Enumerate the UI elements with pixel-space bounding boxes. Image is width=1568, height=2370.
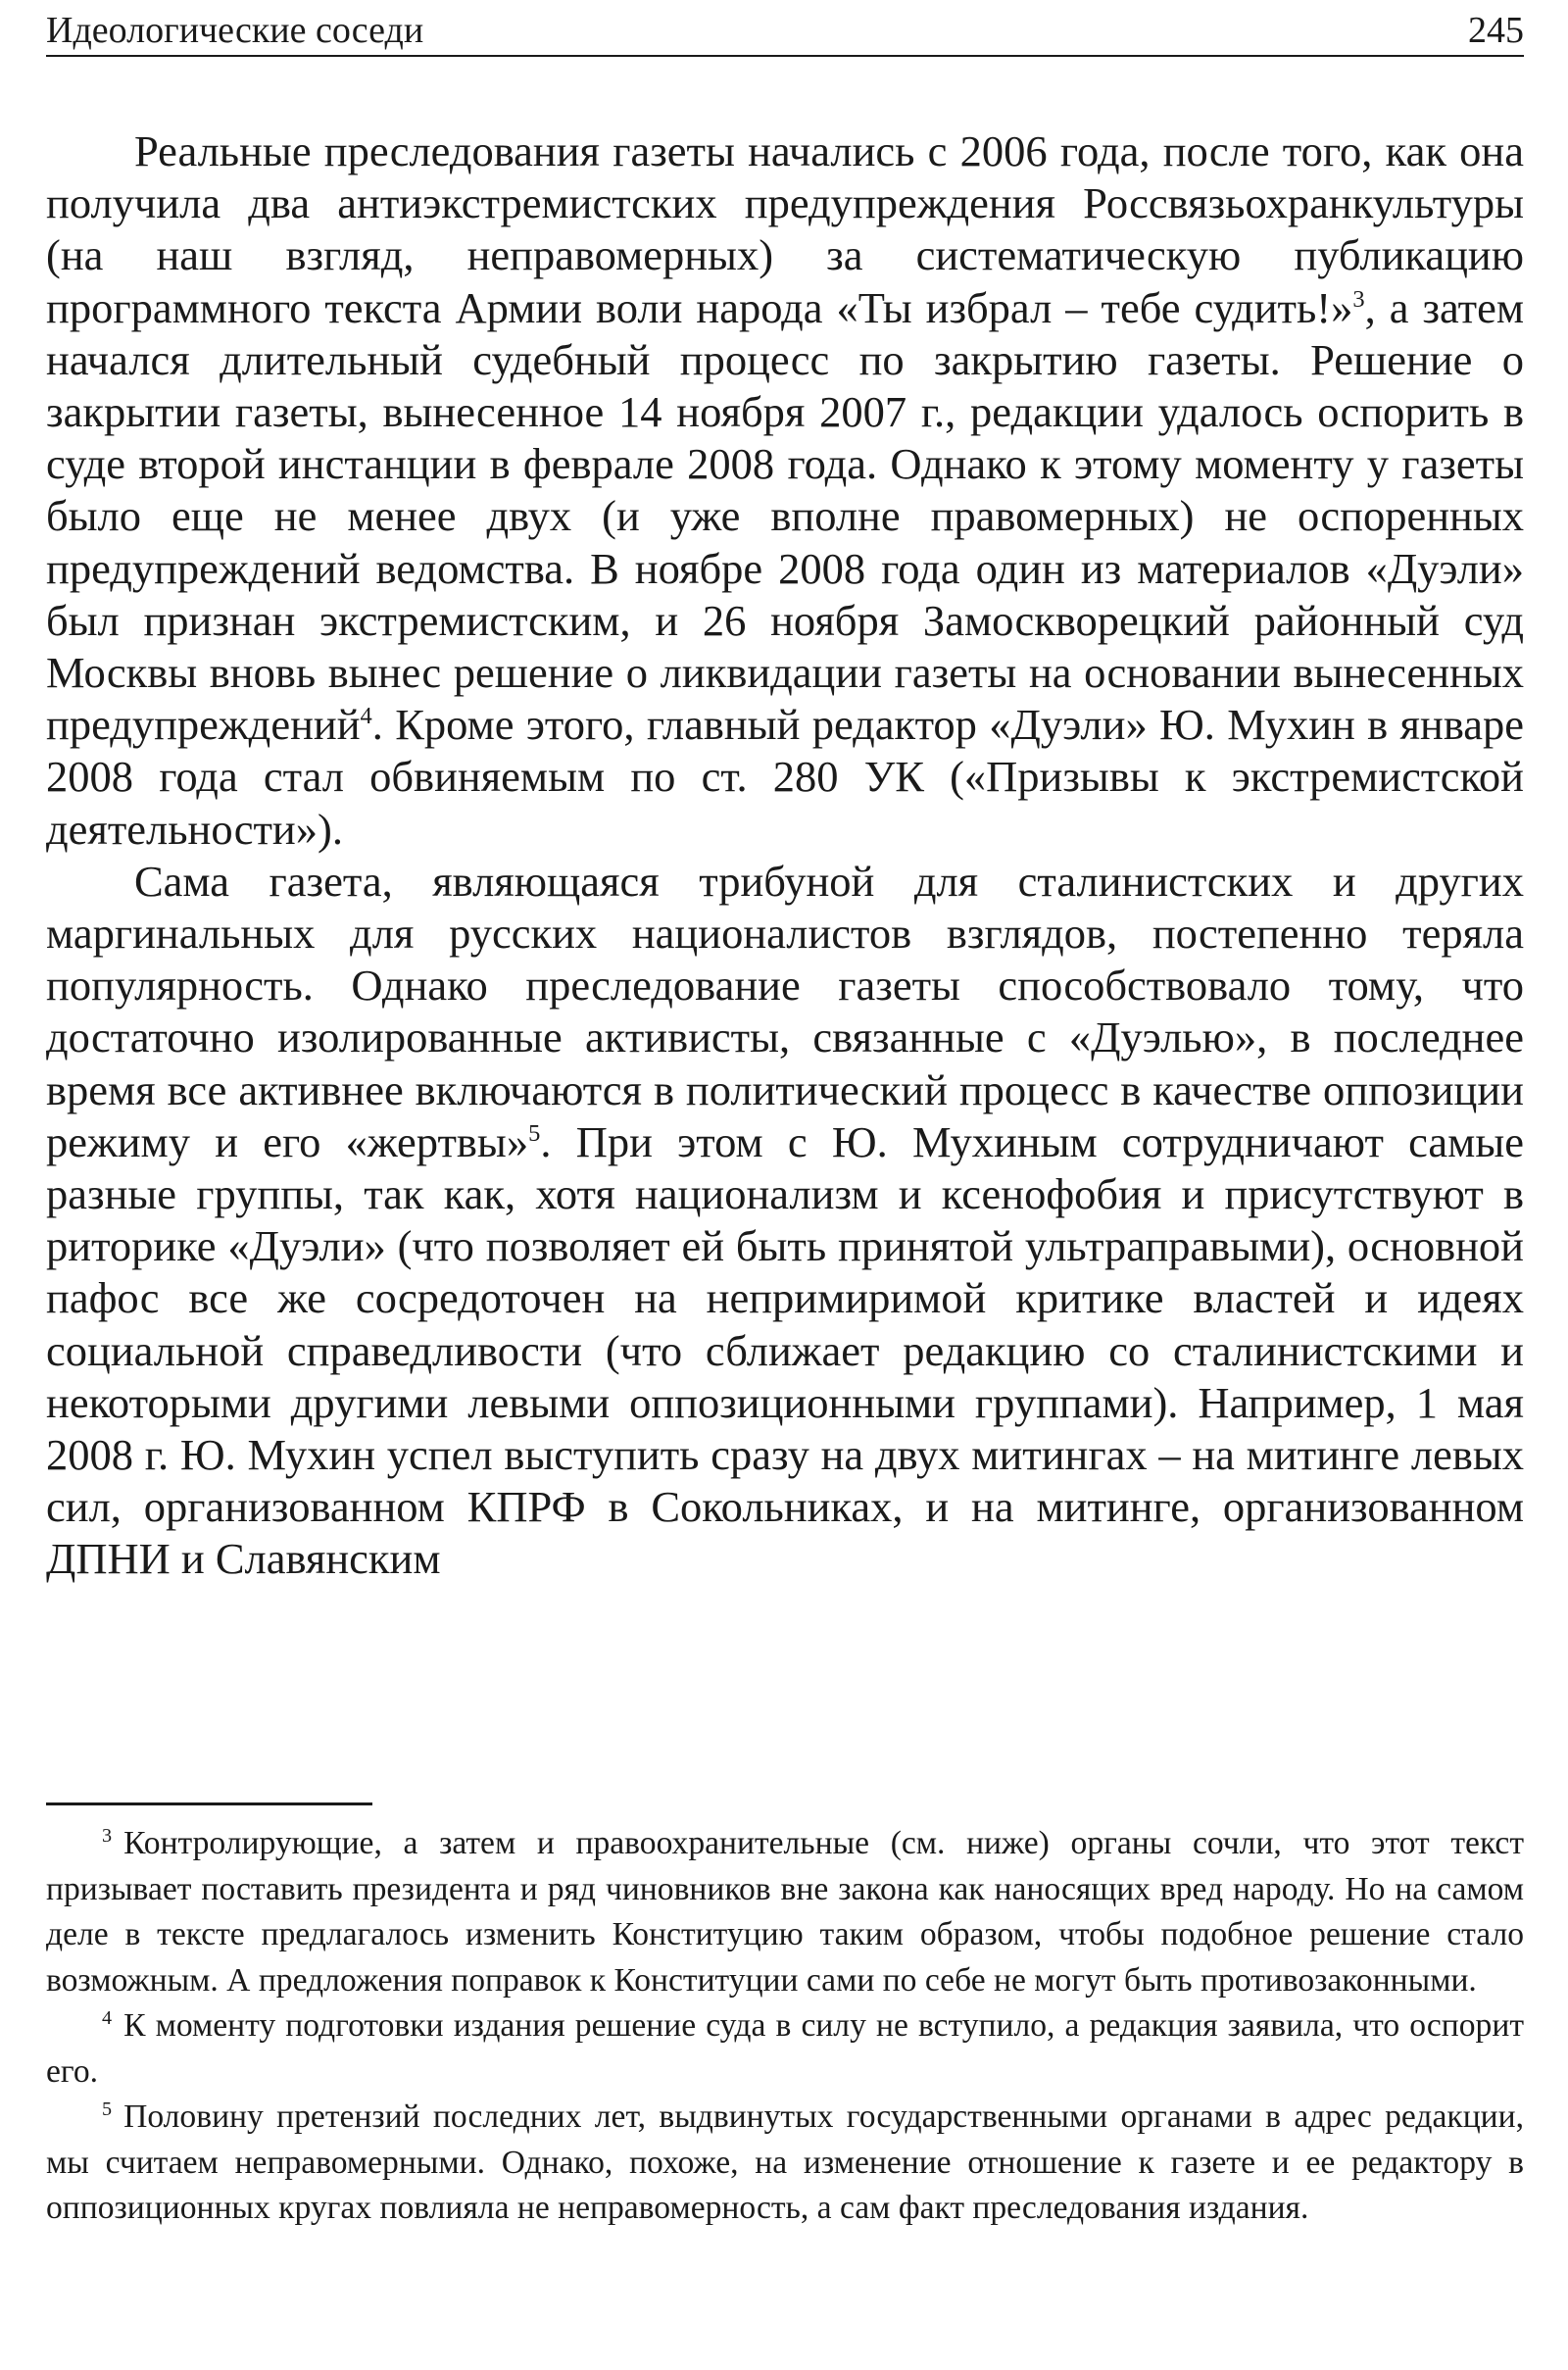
footnote-text: Половину претензий последних лет, выдвинутых государственными органами в адрес редакции, мы считаем неправомерными. Однако, похоже, на изменение отношение к газете и ее редактору в оппозиционных кругах повлияла не неправомерность, а сам факт преследования издания. [46,2098,1524,2226]
footnote-marker: 3 [102,1824,113,1847]
footnote-marker: 5 [102,2098,113,2120]
paragraph-text: Сама газета, являющаяся трибуной для сталинистских и других маргинальных для русских националистов взглядов, постепенно теряла популярность. Однако преследование газеты способствовало тому, что достаточно изолированные активисты, связанные с «Дуэлью», в последнее время все активнее включаются в политический процесс в качестве оппозиции режиму и его «жертвы» [46,856,1524,1166]
paragraph-text: . При этом с Ю. Мухиным сотрудничают самые разные группы, так как, хотя национализм и ксенофобия и присутствуют в риторике «Дуэли» (что позволяет ей быть принятой ультраправыми), основной пафос все же сосредоточен на непримиримой критике властей и идеях социальной справедливости (что сближает редакцию со сталинистскими и некоторыми другими левыми оппозиционными группами). Например, 1 мая 2008 г. Ю. Мухин успел выступить сразу на двух митингах – на митинге левых сил, организованном КПРФ в Сокольниках, и на митинге, организованном ДПНИ и Славянским [46,1116,1524,1584]
footnotes [46,1821,1524,2232]
footnote [46,2095,1524,2232]
running-title: Идеологические соседи [46,10,424,51]
paragraph [46,125,1524,856]
footnote [46,1821,1524,2003]
footnote-marker: 4 [102,2006,113,2029]
book-page [46,0,1524,2370]
footnote [46,2003,1524,2095]
footnote-separator [46,1802,372,1805]
main-text [46,125,1524,1586]
footnote-reference: 5 [528,1120,541,1148]
paragraph-text: . Кроме этого, главный редактор «Дуэли» Ю. Мухин в январе 2008 года стал обвиняемым по ст. 280 УК («Призывы к экстремистской деятельности»). [46,700,1524,854]
paragraph-text: Реальные преследования газеты начались с 2006 года, после того, как она получила два антиэкстремистских предупреждения Россвязьохранкультуры (на наш взгляд, неправомерных) за систематическую публикацию программного текста Армии воли народа «Ты избрал – тебе судить!» [46,126,1524,332]
paragraph [46,856,1524,1586]
footnote-text: Контролирующие, а затем и правоохранительные (см. ниже) органы сочли, что этот текст призывает поставить президента и ряд чиновников вне закона как наносящих вред народу. Но на самом деле в тексте предлагалось изменить Конституцию таким образом, чтобы подобное решение стало возможным. А предложения поправок к Конституции сами по себе не могут быть противозаконными. [46,1825,1524,1999]
page-number: 245 [1468,10,1524,51]
footnote-reference: 4 [360,703,372,730]
footnote-reference: 3 [1352,285,1365,313]
paragraph-text: , а затем начался длительный судебный процесс по закрытию газеты. Решение о закрытии газеты, вынесенное 14 ноября 2007 г., редакции удалось оспорить в суде второй инстанции в феврале 2008 года. Однако к этому моменту у газеты было еще не менее двух (и уже вполне правомерных) не оспоренных предупреждений ведомства. В ноябре 2008 года один из материалов «Дуэли» был признан экстремистским, и 26 ноября Замоскворецкий районный суд Москвы вновь вынес решение о ликвидации газеты на основании вынесенных предупреждений [46,282,1524,750]
page-header [46,6,1524,57]
footnote-text: К моменту подготовки издания решение суда в силу не вступило, а редакция заявила, что оспорит его. [46,2007,1524,2090]
